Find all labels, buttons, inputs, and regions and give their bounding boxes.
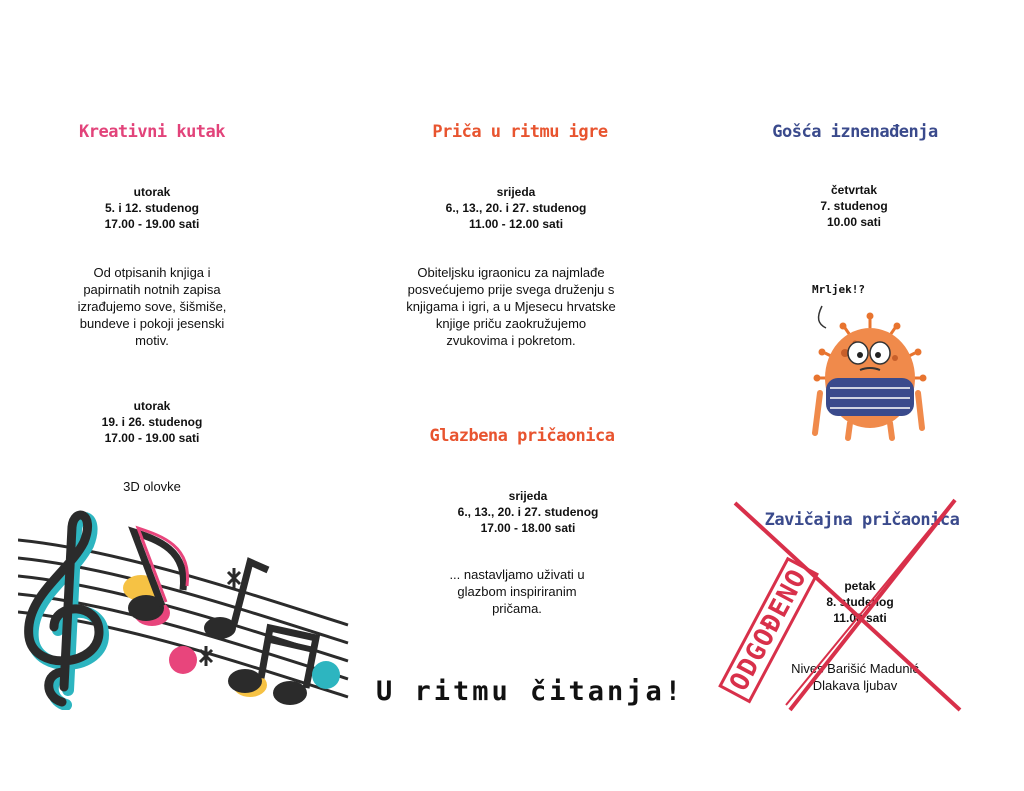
time: 10.00 sati — [826, 215, 882, 229]
schedule-prica-igre — [386, 184, 646, 232]
dates: 19. i 26. studenog — [101, 415, 203, 429]
banner-u-ritmu-citanja: U ritmu čitanja! — [375, 676, 685, 707]
desc-line: izrađujemo sove, šišmiše, — [77, 299, 227, 314]
monster-sweater — [826, 378, 914, 416]
monster-illustration — [800, 298, 950, 448]
desc-line: knjigama i igri, a u Mjesecu hrvatske — [406, 299, 616, 314]
music-notes-illustration — [18, 510, 358, 710]
desc-line: pričama. — [492, 601, 542, 616]
desc-line: motiv. — [135, 333, 169, 348]
desc-line: bundeve i pokoji jesenski — [79, 316, 225, 331]
time: 17.00 - 18.00 sati — [480, 521, 576, 535]
dates: 7. studenog — [820, 199, 888, 213]
dates: 6., 13., 20. i 27. studenog — [457, 505, 599, 519]
desc-line: glazbom inspiriranim — [457, 584, 577, 599]
title-gosca-iznenadenja: Gošća iznenađenja — [772, 122, 938, 142]
day: srijeda — [508, 489, 548, 503]
desc-line: ... nastavljamo uživati u — [449, 567, 585, 582]
desc-line: posvećujemo prije svega druženju s — [407, 282, 615, 297]
desc-line: Od otpisanih knjiga i — [93, 265, 211, 280]
time: 17.00 - 19.00 sati — [104, 217, 200, 231]
description-glazbena — [392, 566, 642, 617]
desc-line: Obiteljsku igraonicu za najmlađe — [417, 265, 605, 280]
time: 17.00 - 19.00 sati — [104, 431, 200, 445]
time: 11.00 - 12.00 sati — [468, 217, 564, 231]
title-glazbena-pricaonica: Glazbena pričaonica — [429, 426, 615, 446]
dates: 5. i 12. studenog — [104, 201, 200, 215]
day: utorak — [133, 185, 171, 199]
time: 11.00 sati — [833, 611, 887, 625]
desc-line: zvukovima i pokretom. — [446, 333, 576, 348]
description-kreativni-1 — [27, 264, 277, 349]
day: utorak — [133, 399, 171, 413]
schedule-gosca — [724, 182, 984, 230]
schedule-kreativni-2 — [22, 398, 282, 446]
schedule-kreativni-1 — [22, 184, 282, 232]
description-prica-igre — [371, 264, 651, 349]
desc-line: Nives Barišić Madunić — [791, 661, 919, 676]
title-prica-u-ritmu-igre: Priča u ritmu igre — [432, 122, 608, 142]
day: petak — [844, 579, 876, 593]
day: četvrtak — [830, 183, 878, 197]
dates: 6., 13., 20. i 27. studenog — [445, 201, 587, 215]
description-kreativni-2: 3D olovke — [123, 479, 181, 494]
desc-line: knjige priču zaokružujemo — [435, 316, 587, 331]
dates: 8. studenog — [826, 595, 894, 609]
speech-bubble-text: Mrljek!? — [812, 283, 865, 296]
title-zavicajna-pricaonica: Zavičajna pričaonica — [764, 510, 960, 530]
eighth-note-icon — [123, 528, 188, 626]
schedule-glazbena — [398, 488, 658, 536]
desc-line: papirnatih notnih zapisa — [83, 282, 221, 297]
title-kreativni-kutak: Kreativni kutak — [78, 122, 226, 142]
desc-line: Dlakava ljubav — [812, 678, 898, 693]
cancelled-stamp: ODGOĐENO — [718, 557, 819, 704]
day: srijeda — [496, 185, 536, 199]
